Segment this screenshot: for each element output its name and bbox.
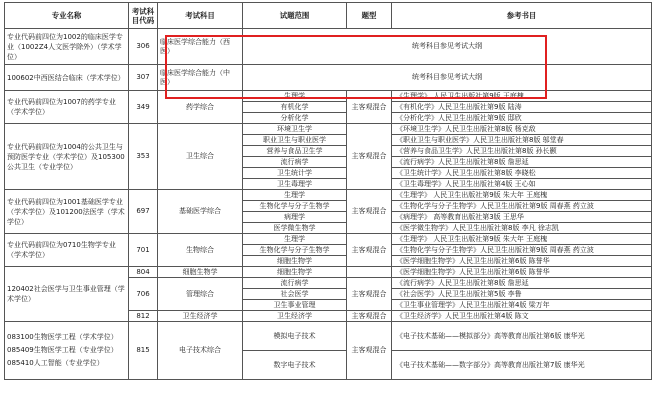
- subject-cell: 卫生经济学: [158, 311, 243, 322]
- table-row: [5, 267, 652, 278]
- major-cell: 专业代码前四位为1002的临床医学专业（1002Z4人文医学除外）（学术学位）: [5, 29, 129, 65]
- book-cell: 《生物化学与分子生物学》人民卫生出版社第9版 周春燕 药立波: [392, 201, 652, 212]
- header-row: [5, 3, 652, 29]
- table-row: [5, 124, 652, 135]
- col-header-qtype: 题型: [347, 3, 392, 29]
- qtype-cell: 主客观混合: [347, 311, 392, 322]
- major-cell: 100602中西医结合临床（学术学位）: [5, 65, 129, 91]
- scope-cell: 病理学: [243, 212, 347, 223]
- book-cell: 《生理学》 人民卫生出版社第9版 朱大年 王庭槐: [392, 234, 652, 245]
- scope-cell: 营养与食品卫生学: [243, 146, 347, 157]
- scope-cell: 环境卫生学: [243, 124, 347, 135]
- book-cell: 《生理学》 人民卫生出版社第9版 朱大年 王庭槐: [392, 190, 652, 201]
- book-cell: 《病理学》 高等教育出版社第3版 王思华: [392, 212, 652, 223]
- major-cell: 专业代码前四位为1004的公共卫生与预防医学专业（学术学位）及105300公共卫生（专业学位）: [5, 124, 129, 190]
- scope-cell: 分析化学: [243, 113, 347, 124]
- major-cell: 专业代码前四位为1001基础医学专业（学术学位）及101200法医学（学术学位）: [5, 190, 129, 234]
- scope-cell: 流行病学: [243, 157, 347, 168]
- code-cell: 706: [129, 278, 158, 311]
- table-row: [5, 29, 652, 65]
- note-cell: 统考科目参见考试大纲: [243, 65, 652, 91]
- book-cell: 《电子技术基础——数字部分》高等教育出版社第7版 康华光: [392, 351, 652, 380]
- major-line: 085410人工智能（专业学位）: [7, 359, 104, 367]
- code-cell: 353: [129, 124, 158, 190]
- qtype-cell: 主客观混合: [347, 190, 392, 234]
- table-row: [5, 322, 652, 351]
- major-cell: 120402社会医学与卫生事业管理（学术学位）: [5, 267, 129, 322]
- qtype-cell: 主客观混合: [347, 91, 392, 124]
- major-line: 085409生物医学工程（专业学位）: [7, 346, 118, 354]
- book-cell: 《卫生统计学》人民卫生出版社第8版 李晓松: [392, 168, 652, 179]
- book-cell: 《环境卫生学》人民卫生出版社第8版 杨克敌: [392, 124, 652, 135]
- scope-cell: 卫生经济学: [243, 311, 347, 322]
- scope-cell: 有机化学: [243, 102, 347, 113]
- subject-cell: 卫生综合: [158, 124, 243, 190]
- book-cell: 《卫生经济学》人民卫生出版社第4版 陈文: [392, 311, 652, 322]
- book-cell: 《医学细胞生物学》人民卫生出版社第6版 陈誉华: [392, 267, 652, 278]
- book-cell: 《医学细胞生物学》人民卫生出版社第6版 陈誉华: [392, 256, 652, 267]
- scope-cell: 卫生毒理学: [243, 179, 347, 190]
- subject-cell: 临床医学综合能力（中医）: [158, 65, 243, 91]
- subject-cell: 临床医学综合能力（西医）: [158, 29, 243, 65]
- scope-cell: 细胞生物学: [243, 256, 347, 267]
- book-cell: 《营养与食品卫生学》人民卫生出版社第8版 孙长颢: [392, 146, 652, 157]
- subject-cell: 药学综合: [158, 91, 243, 124]
- scope-cell: 模拟电子技术: [243, 322, 347, 351]
- table-row: [5, 65, 652, 91]
- qtype-cell: 主客观混合: [347, 124, 392, 190]
- subject-cell: 基础医学综合: [158, 190, 243, 234]
- scope-cell: 生理学: [243, 190, 347, 201]
- col-header-subject: 考试科目: [158, 3, 243, 29]
- scope-cell: 生理学: [243, 91, 347, 102]
- col-header-major: 专业名称: [5, 3, 129, 29]
- col-header-scope: 试题范围: [243, 3, 347, 29]
- subject-cell: 管理综合: [158, 278, 243, 311]
- major-cell: 专业代码前四位为0710生物学专业（学术学位）: [5, 234, 129, 267]
- book-cell: 《社会医学》人民卫生出版社第5版 李鲁: [392, 289, 652, 300]
- col-header-books: 参考书目: [392, 3, 652, 29]
- book-cell: 《医学微生物学》人民卫生出版社第8版 李凡 徐志凯: [392, 223, 652, 234]
- code-cell: 306: [129, 29, 158, 65]
- scope-cell: 生物化学与分子生物学: [243, 201, 347, 212]
- table-row: [5, 234, 652, 245]
- scope-cell: 数字电子技术: [243, 351, 347, 380]
- book-cell: 《流行病学》人民卫生出版社第8版 詹思延: [392, 157, 652, 168]
- scope-cell: 职业卫生与职业医学: [243, 135, 347, 146]
- qtype-cell: 主客观混合: [347, 322, 392, 380]
- book-cell: 《电子技术基础——模拟部分》高等教育出版社第6版 康华光: [392, 322, 652, 351]
- book-cell: 《卫生毒理学》人民卫生出版社第4版 王心如: [392, 179, 652, 190]
- note-cell: 统考科目参见考试大纲: [243, 29, 652, 65]
- exam-subjects-table: [4, 2, 652, 380]
- major-cell: [5, 322, 129, 380]
- scope-cell: 医学微生物学: [243, 223, 347, 234]
- book-cell: 《职业卫生与职业医学》人民卫生出版社第8版 邬堂春: [392, 135, 652, 146]
- book-cell: 《生物化学与分子生物学》人民卫生出版社第9版 周春燕 药立波: [392, 245, 652, 256]
- scope-cell: 生理学: [243, 234, 347, 245]
- qtype-cell: 主客观混合: [347, 234, 392, 267]
- code-cell: 815: [129, 322, 158, 380]
- code-cell: 812: [129, 311, 158, 322]
- code-cell: 307: [129, 65, 158, 91]
- subject-cell: 电子技术综合: [158, 322, 243, 380]
- qtype-cell: [347, 267, 392, 278]
- scope-cell: 流行病学: [243, 278, 347, 289]
- book-cell: 《分析化学》人民卫生出版社第9版 邸欣: [392, 113, 652, 124]
- code-cell: 349: [129, 91, 158, 124]
- subject-cell: 生物综合: [158, 234, 243, 267]
- book-cell: 《有机化学》人民卫生出版社第9版 陆涛: [392, 102, 652, 113]
- table-row: [5, 91, 652, 102]
- code-cell: 701: [129, 234, 158, 267]
- scope-cell: 社会医学: [243, 289, 347, 300]
- subject-cell: 细胞生物学: [158, 267, 243, 278]
- book-cell: 《卫生事业管理学》人民卫生出版社第4版 梁万年: [392, 300, 652, 311]
- scope-cell: 卫生统计学: [243, 168, 347, 179]
- qtype-cell: 主客观混合: [347, 278, 392, 311]
- code-cell: 804: [129, 267, 158, 278]
- table-row: [5, 190, 652, 201]
- book-cell: 《生理学》 人民卫生出版社第9版 王庭槐: [392, 91, 652, 102]
- code-cell: 697: [129, 190, 158, 234]
- scope-cell: 卫生事业管理: [243, 300, 347, 311]
- scope-cell: 细胞生物学: [243, 267, 347, 278]
- scope-cell: 生物化学与分子生物学: [243, 245, 347, 256]
- col-header-code: 考试科目代码: [129, 3, 158, 29]
- major-line: 083100生物医学工程（学术学位）: [7, 333, 118, 341]
- book-cell: 《流行病学》人民卫生出版社第8版 詹思延: [392, 278, 652, 289]
- major-cell: 专业代码前四位为1007的药学专业（学术学位）: [5, 91, 129, 124]
